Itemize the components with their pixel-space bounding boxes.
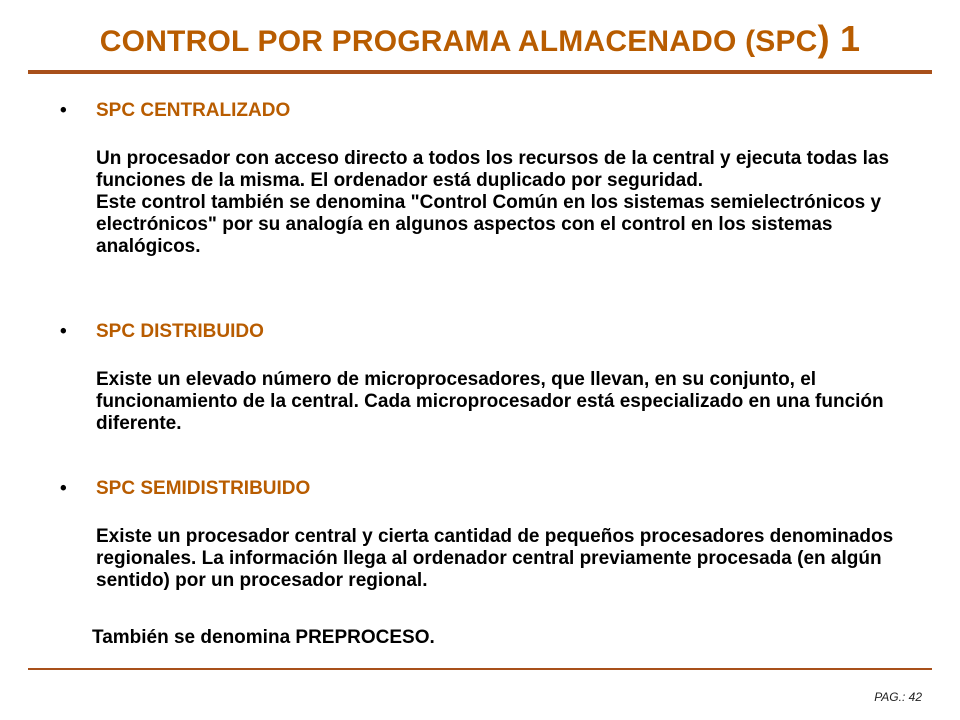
section-body: Un procesador con acceso directo a todos los recursos de la central y ejecuta todas las funciones de la misma. El ordenador está duplicado por seguridad. Este control también se denomina "Control Común en los sistemas semielectrónicos y electrónicos" por su analogía en algunos aspectos con el control en los sistemas analógicos. <box>96 148 890 257</box>
section-spc-distribuido <box>60 321 920 435</box>
section-body: Existe un elevado número de microprocesadores, que llevan, en su conjunto, el funcionamiento de la central. Cada microprocesador está especializado en una función diferente. <box>96 369 884 434</box>
slide-title-number: ) 1 <box>817 18 861 59</box>
section-spc-semidistribuido <box>60 478 920 592</box>
page-number: PAG.: 42 <box>874 690 922 704</box>
section-heading-row <box>60 100 920 126</box>
bullet-icon: • <box>60 478 67 499</box>
section-heading: SPC SEMIDISTRIBUIDO <box>96 478 311 499</box>
section-heading-row <box>60 321 920 347</box>
bullet-icon: • <box>60 321 67 342</box>
section-body: Existe un procesador central y cierta cantidad de pequeños procesadores denominados regionales. La información llega al ordenador central previamente procesada (en algún sentido) por un procesador regional. <box>96 526 894 591</box>
slide-title <box>0 18 960 60</box>
section-heading: SPC CENTRALIZADO <box>96 100 291 121</box>
section-spc-centralizado <box>60 100 920 258</box>
section-heading: SPC DISTRIBUIDO <box>96 321 264 342</box>
bullet-icon: • <box>60 100 67 121</box>
section-heading-row <box>60 478 920 504</box>
slide-title-text: CONTROL POR PROGRAMA ALMACENADO (SPC <box>99 25 818 58</box>
footer-divider <box>28 668 932 670</box>
title-divider <box>28 70 932 74</box>
preproceso-note: También se denomina PREPROCESO. <box>92 627 435 648</box>
